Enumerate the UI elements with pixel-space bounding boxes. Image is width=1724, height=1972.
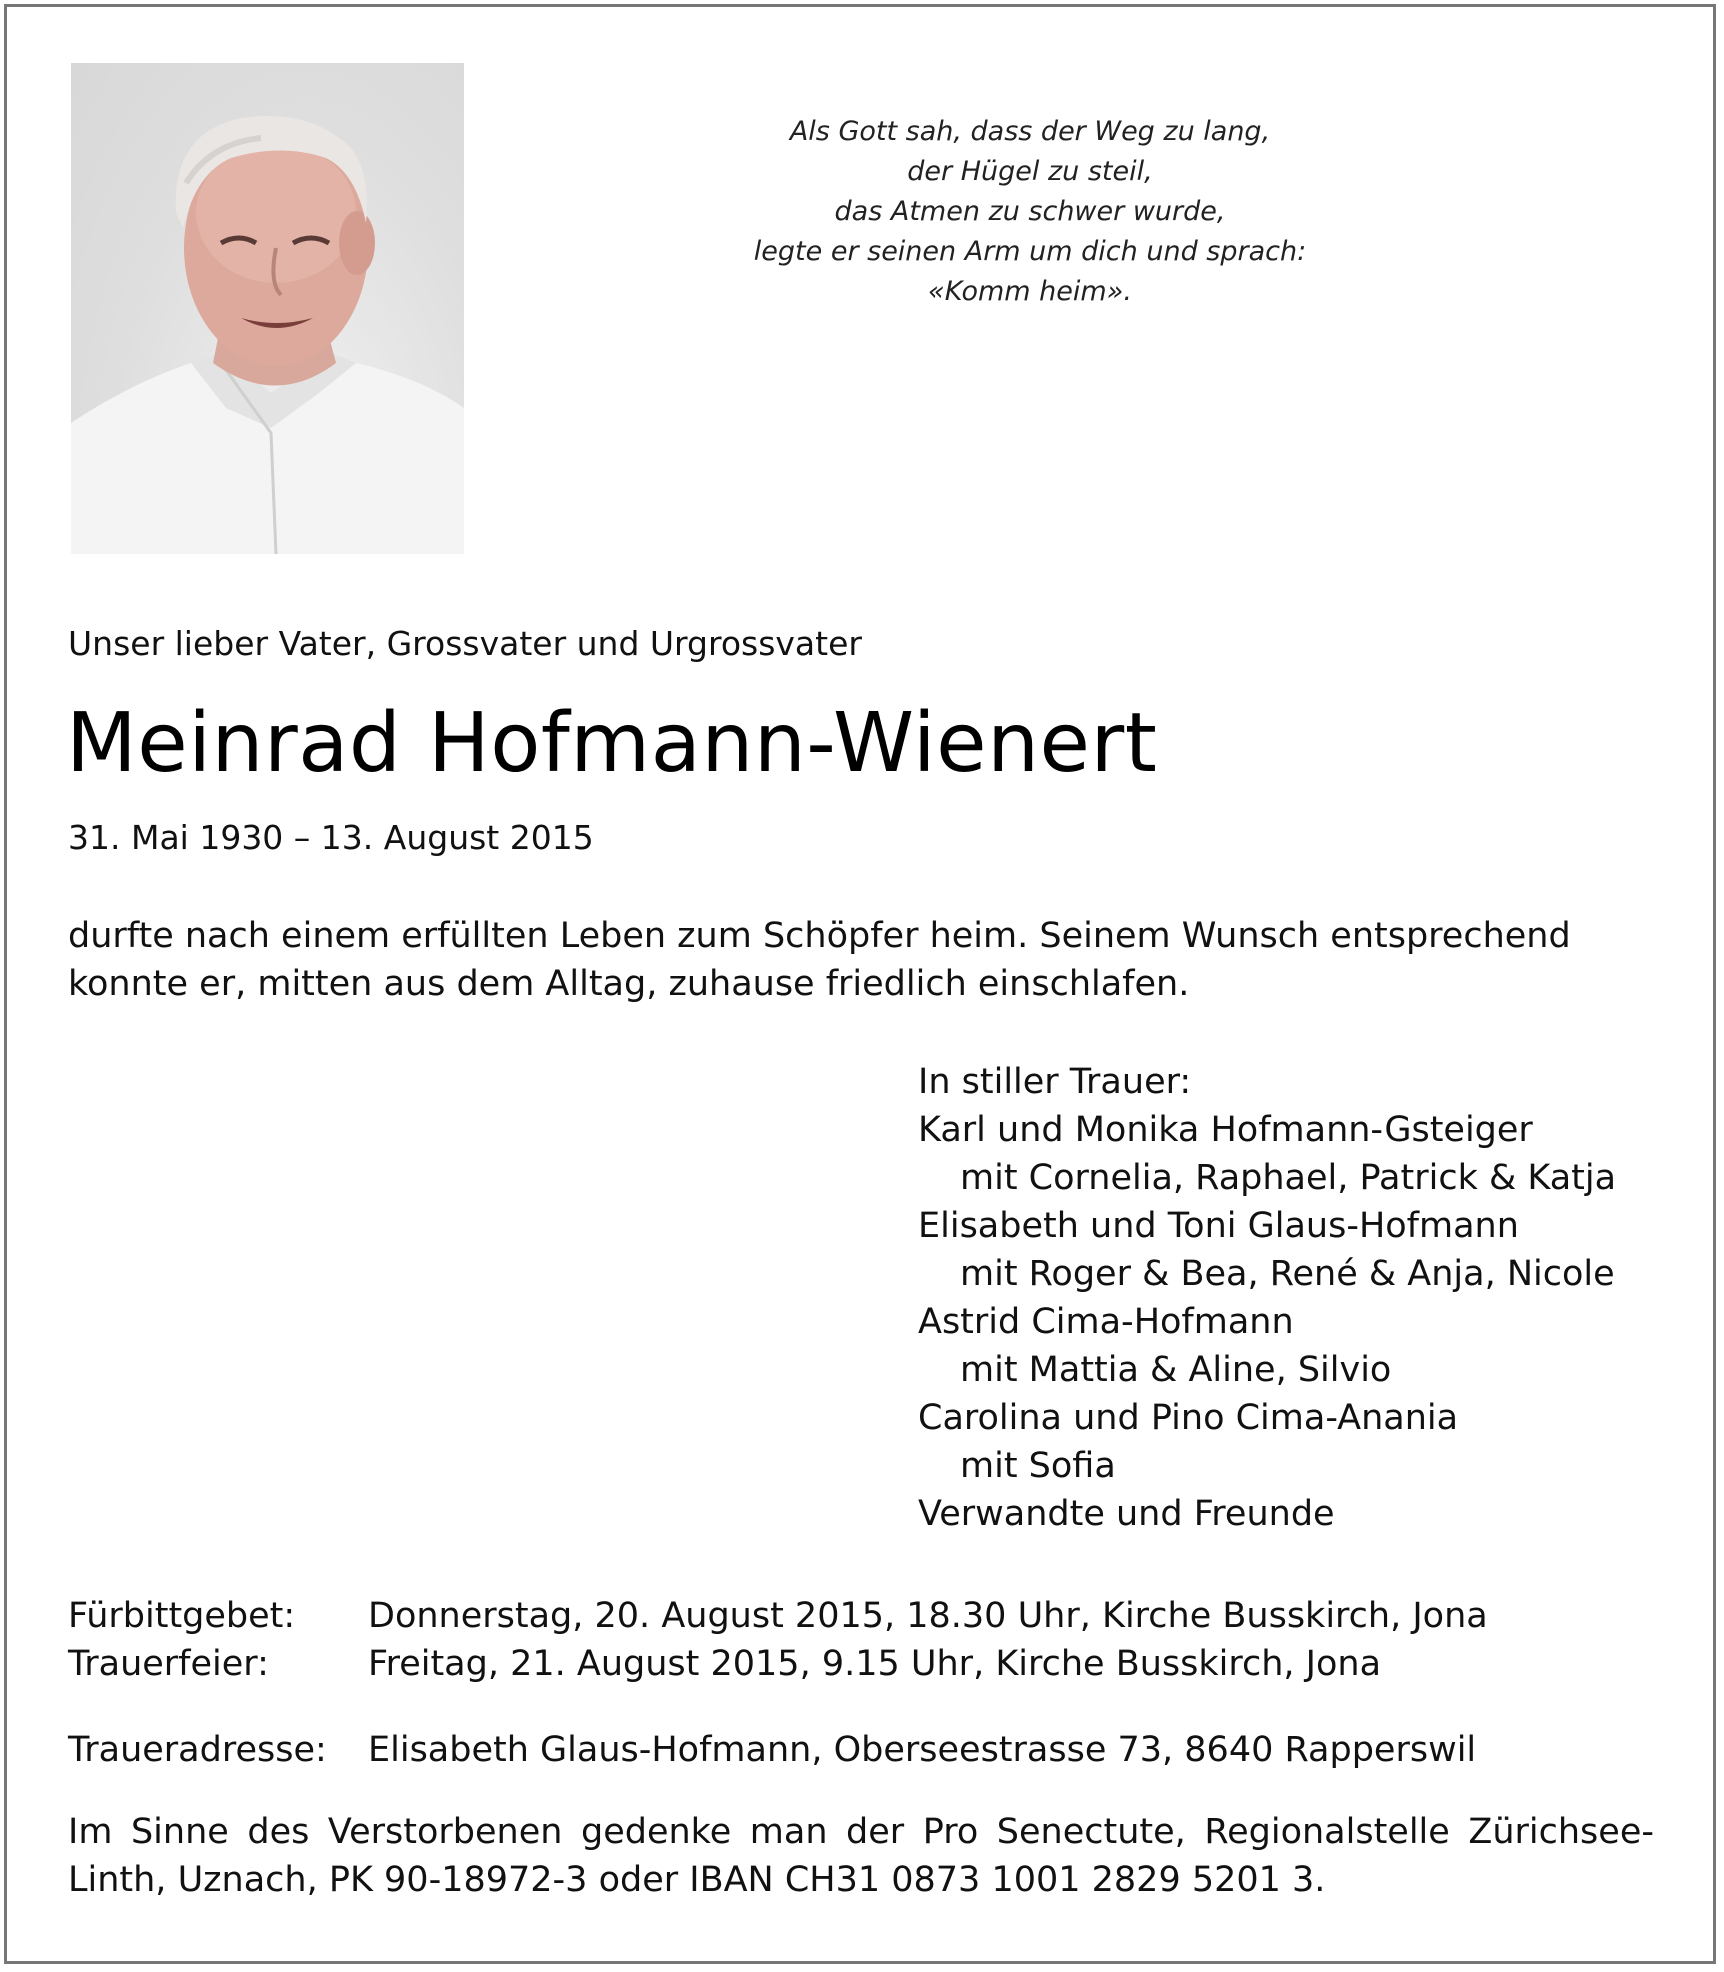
mourners-list	[918, 1058, 1616, 1538]
mourner-line: mit Sofia	[960, 1446, 1116, 1486]
mourner-line: Carolina und Pino Cima-Anania	[918, 1398, 1459, 1438]
announcement-text	[68, 912, 1668, 1008]
service-events	[68, 1592, 1488, 1688]
portrait-photo	[71, 63, 464, 554]
mourner-line: Karl und Monika Hofmann-Gsteiger	[918, 1110, 1533, 1150]
mourner-line: mit Cornelia, Raphael, Patrick & Katja	[960, 1158, 1617, 1198]
verse-line: legte er seinen Arm um dich und sprach:	[753, 236, 1307, 267]
verse-line: Als Gott sah, dass der Weg zu lang,	[789, 116, 1271, 147]
intro-line: Unser lieber Vater, Grossvater und Urgrossvater	[68, 624, 862, 663]
event-value: Donnerstag, 20. August 2015, 18.30 Uhr, Kirche Busskirch, Jona	[368, 1596, 1488, 1636]
mourner-line: mit Mattia & Aline, Silvio	[960, 1350, 1392, 1390]
mourner-line: Astrid Cima-Hofmann	[918, 1302, 1294, 1342]
verse-line: das Atmen zu schwer wurde,	[834, 196, 1226, 227]
announcement-line: durfte nach einem erfüllten Leben zum Schöpfer heim. Seinem Wunsch entsprechend	[68, 916, 1571, 956]
announcement-line: konnte er, mitten aus dem Alltag, zuhause friedlich einschlafen.	[68, 964, 1190, 1004]
life-dates: 31. Mai 1930 – 13. August 2015	[68, 818, 594, 857]
mourners-heading: In stiller Trauer:	[918, 1062, 1192, 1102]
donation-note	[68, 1808, 1654, 1904]
event-label: Fürbittgebet:	[68, 1596, 296, 1636]
donation-line: Im Sinne des Verstorbenen gedenke man der Pro Senectute, Regionalstelle Zürichsee-	[68, 1812, 1654, 1852]
mourner-line: mit Roger & Bea, René & Anja, Nicole	[960, 1254, 1615, 1294]
address-value: Elisabeth Glaus-Hofmann, Oberseestrasse 73, 8640 Rapperswil	[368, 1730, 1477, 1770]
mourner-line: Elisabeth und Toni Glaus-Hofmann	[918, 1206, 1519, 1246]
event-row	[68, 1640, 1488, 1688]
verse-poem	[640, 112, 1420, 312]
verse-line: der Hügel zu steil,	[907, 156, 1153, 187]
event-row	[68, 1592, 1488, 1640]
address-row	[68, 1726, 1476, 1774]
address-label: Traueradresse:	[68, 1730, 327, 1770]
donation-line: Linth, Uznach, PK 90-18972-3 oder IBAN CH31 0873 1001 2829 5201 3.	[68, 1860, 1326, 1900]
verse-line: «Komm heim».	[928, 276, 1132, 307]
deceased-name: Meinrad Hofmann-Wienert	[66, 696, 1158, 791]
event-label: Trauerfeier:	[68, 1644, 269, 1684]
event-value: Freitag, 21. August 2015, 9.15 Uhr, Kirche Busskirch, Jona	[368, 1644, 1382, 1684]
portrait-illustration	[71, 63, 464, 554]
mourner-line: Verwandte und Freunde	[918, 1494, 1335, 1534]
mourning-address	[68, 1726, 1476, 1774]
